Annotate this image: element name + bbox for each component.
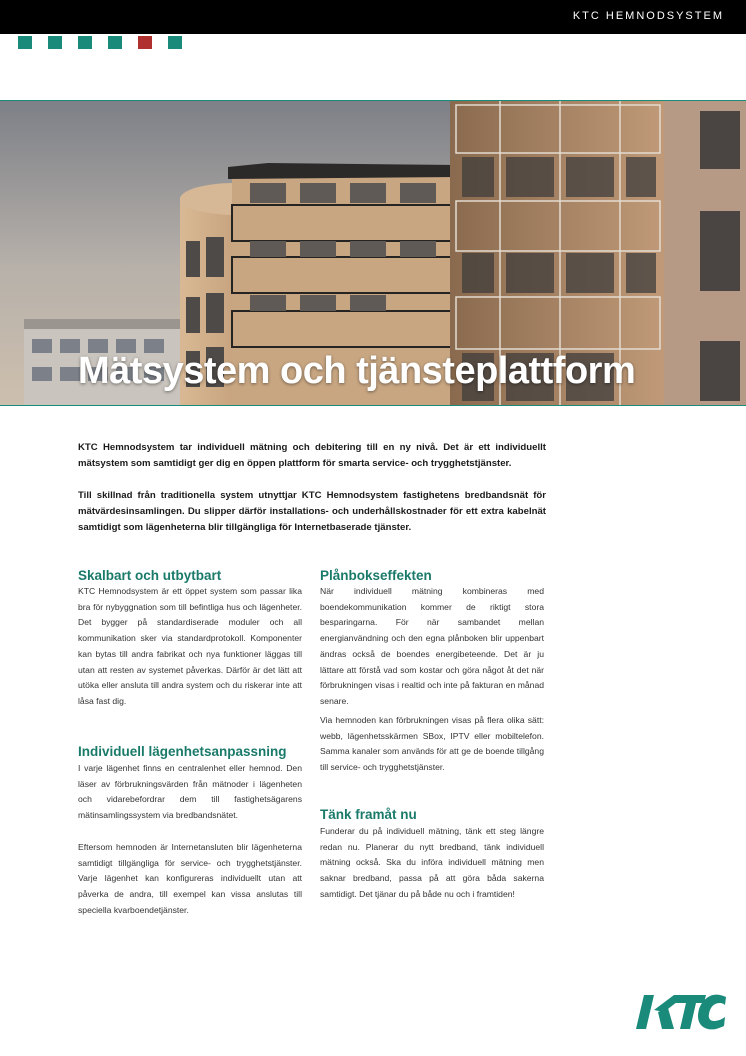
accent-square	[108, 36, 122, 49]
section-heading-tank: Tänk framåt nu	[320, 807, 417, 822]
section-body-planbok-2: Via hemnoden kan förbrukningen visas på flera olika sätt: webb, lägenhetsskärmen SBox, IPTV eller mobiltelefon. Samma kanaler som används för att ge de boende tillgång till service- och trygghetstjänster.	[320, 715, 544, 773]
accent-square	[168, 36, 182, 49]
header-brand: KTC HEMNODSYSTEM	[572, 10, 724, 22]
intro-paragraph: KTC Hemnodsystem tar individuell mätning och debitering till en ny nivå. Det är ett individuellt mätsystem som samtidigt ger dig en öppen plattform för smarta service- och trygghetstjänster.	[78, 442, 546, 469]
section-heading-individuell: Individuell lägenhetsanpassning	[78, 744, 287, 759]
section-body-individuell: I varje lägenhet finns en centralenhet eller hemnod. Den läser av förbrukningsvärden från mätnoder i lägenheten och vidarebefordrar dem till fastighetsägarens mätinsamlingssystem via bredbandsnätet.	[78, 763, 302, 821]
ktc-logo-mark	[634, 992, 728, 1032]
accent-square	[18, 36, 32, 49]
section-heading-skalbart: Skalbart och utbytbart	[78, 568, 222, 583]
section-body-planbok: När individuell mätning kombineras med boendekommunikation kommer de riktigt stora besparingarna. För när sambandet mellan energianvändning och den egna plånboken blir uppenbart ändras också de boendes energibeteende. Det är ju lättare att förstå vad som kostar och göra något åt det när förbrukningen visas i realtid och inte på fakturan en månad senare.	[320, 586, 544, 706]
section-body-tank: Funderar du på individuell mätning, tänk ett steg längre redan nu. Planerar du nytt bredband, tänk individuell mätning också. Ska du införa individuell mätning men saknar bredband, passa på att göra båda sakerna samtidigt. Det tjänar du på både nu och i framtiden!	[320, 826, 544, 899]
ktc-logo	[634, 992, 728, 1032]
section-body-individuell-2: Eftersom hemnoden är Internetansluten blir lägenheterna samtidigt tillgängliga för service- och trygghetstjänster. Varje lägenhet kan konfigureras individuellt utan att påverka de andra, till exempel kan vissa anslutas till speciella kvarboendetjänster.	[78, 842, 302, 915]
section-body-skalbart: KTC Hemnodsystem är ett öppet system som passar lika bra för nybyggnation som till befintliga hus och lägenheter. Det bygger på standardiserade moduler och all kommunikation sker via standardprotokoll. Komponenter kan bytas till andra fabrikat och nya funktioner läggas till utan att resten av systemet påverkas. Därför är det lätt att utöka eller ansluta till andra system och du riskerar inte att låsa fast dig.	[78, 586, 302, 706]
page-title: Mätsystem och tjänsteplattform	[78, 350, 636, 392]
accent-square	[78, 36, 92, 49]
accent-square	[138, 36, 152, 49]
section-heading-planbok: Plånbokseffekten	[320, 568, 432, 583]
accent-square	[48, 36, 62, 49]
header-bar	[0, 0, 746, 34]
intro-paragraph: Till skillnad från traditionella system utnyttjar KTC Hemnodsystem fastighetens bredbandsnät för mätvärdesinsamlingen. Du slipper därför installations- och underhållskostnader för ett extra kabelnät samtidigt som lägenheterna blir tillgängliga för Internetbaserade tjänster.	[78, 490, 546, 533]
